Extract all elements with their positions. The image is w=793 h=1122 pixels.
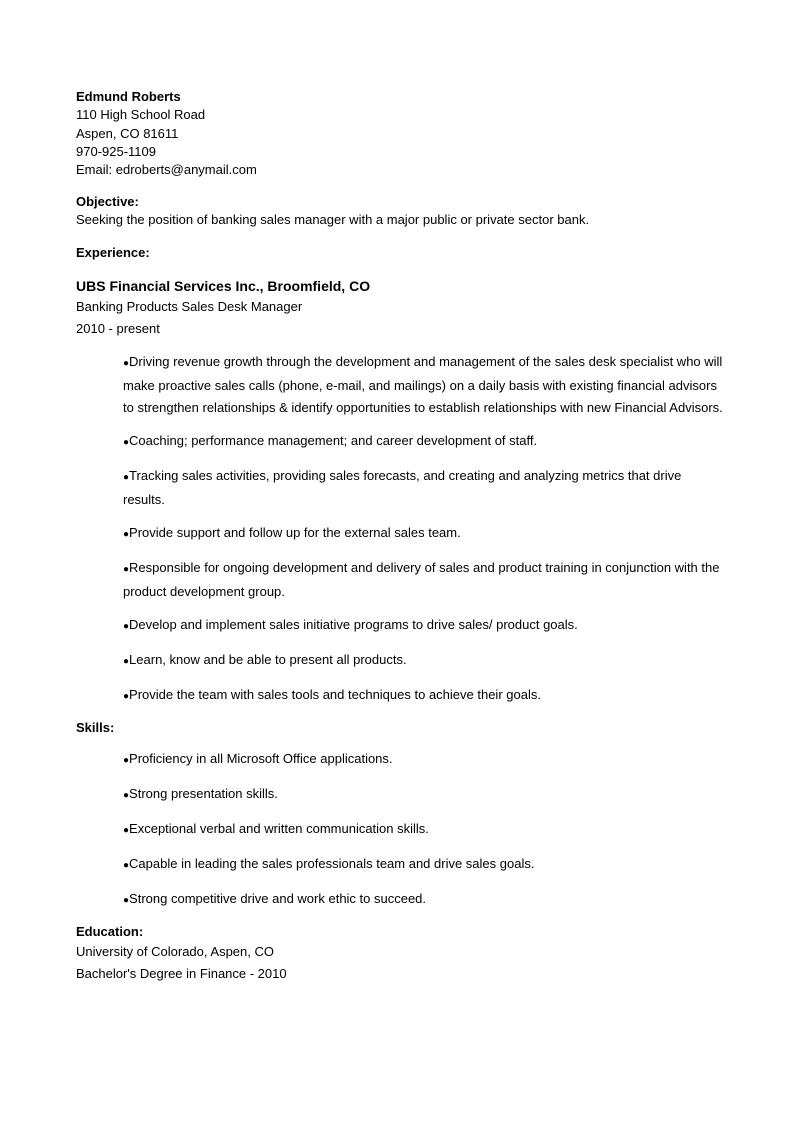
objective-section: [76, 193, 726, 229]
contact-name: Edmund Roberts: [76, 89, 181, 104]
skill-bullet: ●Strong presentation skills.: [123, 785, 278, 801]
skill-bullet: ●Proficiency in all Microsoft Office applications.: [123, 750, 393, 766]
bullet-icon: ●: [123, 789, 130, 801]
skills-bullet-list: [123, 748, 723, 912]
experience-bullet: ●Responsible for ongoing development and delivery of sales and product training in conjunction with the product development group.: [123, 559, 720, 599]
contact-address-line-2: Aspen, CO 81611: [76, 125, 179, 141]
skill-bullet: ●Exceptional verbal and written communication skills.: [123, 820, 429, 836]
experience-section: [76, 244, 726, 708]
experience-company: UBS Financial Services Inc., Broomfield, CO: [76, 277, 371, 294]
bullet-icon: ●: [123, 620, 130, 632]
bullet-icon: ●: [123, 528, 130, 540]
education-school: University of Colorado, Aspen, CO: [76, 943, 274, 959]
skill-bullet: ●Capable in leading the sales professionals team and drive sales goals.: [123, 855, 535, 871]
experience-bullet: ●Tracking sales activities, providing sales forecasts, and creating and analyzing metrics that drive results.: [123, 467, 682, 507]
experience-heading: Experience:: [76, 244, 150, 260]
education-heading: Education:: [76, 923, 144, 939]
skills-section: [76, 719, 726, 912]
experience-bullet: ●Provide the team with sales tools and techniques to achieve their goals.: [123, 686, 541, 702]
resume-document: [76, 88, 726, 985]
bullet-icon: ●: [123, 824, 130, 836]
bullet-icon: ●: [123, 655, 130, 667]
experience-bullet: ●Driving revenue growth through the development and management of the sales desk specialist who will make proactive sales calls (phone, e-mail, and mailings) on a daily basis with existing financial advisors to strengthen relationships & identify opportunities to establish relationships with new Financial Advisors.: [123, 353, 723, 415]
bullet-icon: ●: [123, 471, 130, 483]
contact-address-line-1: 110 High School Road: [76, 107, 206, 123]
experience-bullet-list: [123, 351, 723, 708]
bullet-icon: ●: [123, 436, 130, 448]
bullet-icon: ●: [123, 563, 130, 575]
contact-email: Email: edroberts@anymail.com: [76, 162, 257, 178]
education-degree: Bachelor's Degree in Finance - 2010: [76, 965, 287, 981]
skill-bullet: ●Strong competitive drive and work ethic to succeed.: [123, 890, 427, 906]
bullet-icon: ●: [123, 859, 130, 871]
contact-phone: 970-925-1109: [76, 143, 156, 159]
bullet-icon: ●: [123, 357, 130, 369]
experience-title: Banking Products Sales Desk Manager: [76, 298, 303, 314]
skills-heading: Skills:: [76, 719, 115, 735]
objective-heading: Objective:: [76, 194, 139, 210]
education-section: [76, 923, 726, 985]
experience-bullet: ●Develop and implement sales initiative programs to drive sales/ product goals.: [123, 616, 578, 632]
bullet-icon: ●: [123, 894, 130, 906]
experience-bullet: ●Provide support and follow up for the external sales team.: [123, 524, 461, 540]
contact-block: [76, 88, 726, 179]
bullet-icon: ●: [123, 690, 130, 702]
objective-text: Seeking the position of banking sales manager with a major public or private sector bank.: [76, 212, 590, 228]
bullet-icon: ●: [123, 754, 130, 766]
experience-bullet: ●Coaching; performance management; and career development of staff.: [123, 432, 538, 448]
experience-dates: 2010 - present: [76, 320, 160, 336]
experience-bullet: ●Learn, know and be able to present all products.: [123, 651, 407, 667]
